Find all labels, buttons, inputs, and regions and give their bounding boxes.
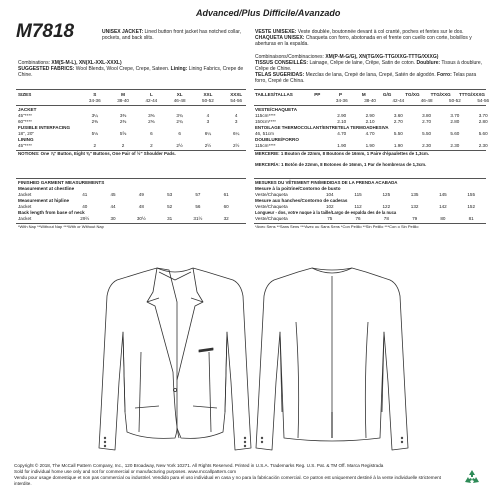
measure-cell: 42-44	[145, 98, 158, 103]
yardage-cell: 6¼	[232, 131, 240, 136]
yardage-cell: 3.70	[450, 113, 460, 118]
fabrics-label: SUGGESTED FABRICS:	[18, 66, 75, 72]
finished-cell: 102	[325, 204, 334, 209]
finished-cell: 45	[110, 192, 116, 197]
finished-row	[18, 204, 240, 210]
yardage-cell: 3.60	[393, 113, 403, 118]
finished-cell: 60	[223, 204, 229, 209]
combinations-label: Combinations:	[18, 60, 50, 66]
yardage-row	[255, 143, 497, 149]
description-text: Veste doublée, boutonnée devant à col cranté, poches et fentes sur le dos.	[297, 29, 464, 35]
row-label: 115cm****	[255, 143, 276, 148]
row-label: 45"****	[18, 143, 32, 148]
finished-row	[18, 216, 240, 222]
measure-row	[255, 98, 497, 104]
finished-cell: 142	[439, 204, 447, 209]
pattern-level-title: Advanced/Plus Difficile/Avanzado	[196, 8, 341, 18]
yardage-cell: 2½	[176, 143, 183, 148]
measure-cell: 42-44	[392, 98, 405, 103]
finished-cell: 81	[468, 216, 474, 221]
finished-cell: 29½	[80, 216, 90, 221]
fabrics-label: TELAS SUGERIDAS:	[255, 72, 305, 78]
yardage-row	[18, 113, 250, 119]
size-header: TAILLES/TALLAS	[255, 92, 293, 97]
finished-cell: 78	[383, 216, 389, 221]
yardage-cell: 2	[150, 143, 153, 148]
copyright-footer	[14, 463, 454, 487]
yardage-cell: 2½	[232, 143, 240, 148]
finished-cell: 30½	[136, 216, 146, 221]
finished-row	[255, 204, 485, 210]
size-cell: M	[121, 92, 125, 97]
measure-cell: 34-36	[335, 98, 348, 103]
finished-row	[255, 192, 485, 198]
combinations-value: XM(S-M-L), XN(XL-XXL-XXXL)	[51, 60, 122, 66]
finished-title: MESURES DU VÊTEMENT FINI/MEDIDAS DE LA PRENDA ACABADA	[255, 180, 398, 185]
combinations-french	[255, 54, 487, 84]
finished-title: FINISHED GARMENT MEASUREMENTS	[18, 180, 105, 185]
yardage-cell: 4	[234, 113, 238, 118]
yardage-cell: 3.70	[478, 113, 488, 118]
yardage-row	[18, 143, 250, 149]
yardage-row	[255, 131, 497, 137]
measure-cell: 34-36	[88, 98, 101, 103]
yardage-cell: 2.10	[337, 119, 347, 124]
row-label: 45"****	[18, 113, 32, 118]
finished-cell: 125	[382, 192, 391, 197]
section-label: VESTE/CHAQUETA	[255, 107, 298, 112]
row-label: Jacket	[18, 204, 32, 209]
recycle-icon	[462, 468, 482, 488]
section-label: FUSIBLE INTERFACING	[18, 125, 71, 130]
nap-footnote: *Avec Sens **Sans Sens ***Avec ou Sans Sens *Con Pelillo **Sin Pelillo ***Con o Sin Pelillo	[255, 224, 419, 229]
finished-cell: 152	[467, 204, 476, 209]
lining-label: Doublure:	[416, 60, 441, 66]
yardage-cell: 6	[150, 131, 153, 136]
size-cell: G/G	[382, 92, 392, 97]
yardage-cell: 6	[178, 131, 181, 136]
jacket-back-drawing	[252, 262, 412, 458]
yardage-cell: 1.90	[337, 143, 347, 148]
section-label: DOUBLURE/FORRO	[255, 137, 299, 142]
yardage-cell: 2	[93, 143, 97, 148]
row-label: 46, 51cm	[255, 131, 274, 136]
fabrics-text: Wool Blends, Wool Crepe, Crepe, Sateen.	[75, 66, 170, 72]
yardage-row	[18, 119, 250, 125]
lining-text: Lining Fabrics, Crepe de Chine.	[18, 66, 244, 78]
yardage-cell: 2	[121, 143, 125, 148]
finished-cell: 155	[467, 192, 476, 197]
yardage-cell: 5⅝	[119, 131, 127, 136]
size-header-row	[18, 92, 250, 98]
finished-cell: 80	[440, 216, 446, 221]
row-label: 150cm****	[255, 119, 276, 124]
lining-label: Lining:	[170, 66, 188, 72]
yardage-cell: 3	[206, 119, 210, 124]
description-label: CHAQUETA UNISEX:	[255, 35, 305, 41]
description-label: UNISEX JACKET:	[102, 29, 144, 35]
yardage-cell: 2½	[204, 143, 212, 148]
yardage-cell: 5.50	[393, 131, 403, 136]
row-label: Veste/Chaqueta	[255, 192, 288, 197]
measure-section-label: Mesure aux hanches/Contorno de caderas	[255, 198, 348, 203]
row-label: Jacket	[18, 216, 32, 221]
usage-line-translated: Vendu pour usage domestique et non pas commercial ou industriel. Vendido para el uso individual en casa y no para la fabricación comercial. Ce patron est uniquement destiné à la vente individuelle strictement interdite.	[14, 475, 441, 486]
combinations-english	[18, 60, 246, 78]
finished-cell: 41	[82, 192, 88, 197]
usage-line: Sold for individual home use only and not for commercial or manufacturing purposes. www.mccallpattern.com	[14, 469, 237, 474]
yardage-cell: 5.50	[422, 131, 432, 136]
fabrics-label: TISSUS CONSEILLÉS:	[255, 60, 309, 66]
size-cell: XXXL	[230, 92, 243, 97]
row-label: 18", 20"	[18, 131, 35, 136]
finished-row	[255, 216, 485, 222]
fabrics-text: Lainage, Crêpe de laine, Crêpe, Satin de coton.	[309, 60, 416, 66]
yardage-cell: 3.80	[422, 113, 432, 118]
size-cell: TG/XG	[405, 92, 420, 97]
lining-text: Telas para forro, Crepé de China.	[255, 72, 477, 84]
yardage-row	[18, 131, 250, 137]
jacket-front-drawing	[95, 262, 255, 458]
measure-section-label: Longueur - dos, votre nuque à la taille/Largo de espalda des de la nuca	[255, 210, 397, 215]
yardage-cell: 2.90	[365, 113, 375, 118]
yardage-cell: 3⅜	[148, 113, 155, 118]
size-cell: XXL	[203, 92, 213, 97]
yardage-cell: 4.70	[365, 131, 375, 136]
size-cell: PP	[314, 92, 321, 97]
combinations-label: Combinaisons/Combinaciones:	[255, 54, 324, 60]
yardage-cell: 2¾	[176, 119, 183, 124]
size-cell: M	[361, 92, 366, 97]
size-cell: P	[339, 92, 343, 97]
yardage-cell: 2.80	[478, 119, 488, 124]
yardage-cell: 2.30	[422, 143, 432, 148]
yardage-cell: 2.70	[422, 119, 432, 124]
pattern-number: M7818	[16, 21, 75, 42]
finished-cell: 53	[167, 192, 173, 197]
measure-row	[18, 98, 250, 104]
finished-cell: 49	[138, 192, 144, 197]
size-cell: XL	[176, 92, 183, 97]
yardage-cell: 2⅜	[119, 119, 127, 124]
yardage-cell: 3¾	[176, 113, 183, 118]
yardage-cell: 2.80	[450, 119, 460, 124]
yardage-cell: 1.90	[393, 143, 403, 148]
finished-cell: 44	[110, 204, 116, 209]
size-cell: TTTG/XXXG	[458, 92, 485, 97]
yardage-cell: 2.30	[450, 143, 460, 148]
size-header-row	[255, 92, 488, 98]
lining-text: Tissus à doublure, Crêpe de Chine.	[255, 60, 483, 72]
yardage-cell: 2.30	[478, 143, 488, 148]
yardage-cell: 2.90	[337, 113, 347, 118]
finished-cell: 115	[354, 192, 362, 197]
description-french	[255, 29, 487, 47]
section-label: JACKET	[18, 107, 37, 112]
yardage-cell: 3¼	[91, 113, 98, 118]
finished-cell: 76	[355, 216, 361, 221]
finished-cell: 61	[223, 192, 229, 197]
finished-cell: 132	[410, 204, 419, 209]
size-header: SIZES	[18, 92, 32, 97]
measure-cell: 38-40	[117, 98, 129, 103]
finished-cell: 112	[354, 204, 362, 209]
finished-cell: 31	[167, 216, 173, 221]
finished-row	[18, 192, 240, 198]
section-label: LINING	[18, 137, 34, 142]
yardage-cell: 2.70	[393, 119, 403, 124]
finished-cell: 30	[110, 216, 116, 221]
measure-cell: 46-48	[173, 98, 186, 103]
section-label: ENTOILAGE THERMOCOLLANT/ENTRETELA TERMOADHESIVA	[255, 125, 389, 130]
finished-cell: 32	[223, 216, 229, 221]
yardage-cell: 2⅜	[91, 119, 98, 124]
finished-cell: 75	[327, 216, 333, 221]
fabrics-text: Mezclas de lana, Crepé de lana, Crepé, Satén de algodón.	[305, 72, 436, 78]
size-cell: TTG/XXG	[430, 92, 451, 97]
yardage-cell: 5.60	[450, 131, 460, 136]
finished-cell: 135	[410, 192, 419, 197]
yardage-cell: 4.70	[337, 131, 347, 136]
notions: NOTIONS: One ⅞" Button, Eight ⅝" Buttons, One Pair of ½" Shoulder Pads.	[18, 151, 176, 156]
description-text: Chaqueta con forro, abotonada en el frente con cuello con corte, bolsillos y aberturas en la espalda.	[255, 35, 472, 47]
row-label: Veste/Chaqueta	[255, 216, 288, 221]
description-english	[102, 29, 244, 41]
size-cell: L	[149, 92, 153, 97]
lining-label: Forro:	[437, 72, 452, 78]
description-label: VESTE UNISEXE:	[255, 29, 297, 35]
combinations-value: XM(P-M-G/G), XN(TG/XG-TTG/XXG-TTTG/XXXG)	[325, 54, 439, 60]
finished-cell: 40	[82, 204, 88, 209]
yardage-cell: 4	[206, 113, 210, 118]
finished-cell: 145	[439, 192, 447, 197]
yardage-cell: 2⅜	[148, 119, 155, 124]
measure-cell: 46-48	[420, 98, 433, 103]
yardage-cell: 3⅜	[119, 113, 127, 118]
measure-section-label: Back length from base of neck	[18, 210, 85, 215]
finished-cell: 57	[195, 192, 201, 197]
row-label: 60"****	[18, 119, 32, 124]
finished-cell: 104	[325, 192, 334, 197]
measure-section-label: Mesure à la poitrine/Contorno de busto	[255, 186, 341, 191]
yardage-cell: 5.60	[478, 131, 488, 136]
nap-footnote: *With Nap **Without Nap ***With or Without Nap	[18, 224, 104, 229]
finished-cell: 52	[167, 204, 173, 209]
notions-spanish: MERCERÍA: 1 Botón de 22mm, 8 Botones de 16mm, 1 Par de hombreras de 1,3cm.	[255, 162, 427, 167]
yardage-cell: 3	[234, 119, 238, 124]
yardage-cell: 1.90	[365, 143, 375, 148]
measure-cell: 54-56	[477, 98, 490, 103]
size-cell: S	[93, 92, 97, 97]
finished-cell: 31½	[193, 216, 203, 221]
measure-cell: 50-52	[202, 98, 214, 103]
notions-french: MERCERIE: 1 Bouton de 22mm, 8 Boutons de 16mm, 1 Paire d'épaulettes de 1,3cm.	[255, 151, 430, 156]
row-label: Jacket	[18, 192, 32, 197]
measure-cell: 54-56	[230, 98, 243, 103]
description-text: Lined button front jacket has notched collar, pockets, and back slits.	[102, 29, 241, 41]
measure-section-label: Measurement at chestline	[18, 186, 75, 191]
measure-cell: 38-40	[364, 98, 376, 103]
finished-cell: 48	[138, 204, 144, 209]
yardage-cell: 5⅛	[91, 131, 98, 136]
yardage-row	[255, 113, 497, 119]
yardage-cell: 6¼	[204, 131, 212, 136]
yardage-cell: 2.10	[365, 119, 375, 124]
row-label: Veste/Chaqueta	[255, 204, 288, 209]
row-label: 115cm****	[255, 113, 276, 118]
finished-cell: 56	[195, 204, 201, 209]
finished-cell: 122	[382, 204, 391, 209]
finished-cell: 79	[412, 216, 418, 221]
measure-section-label: Measurement at hipline	[18, 198, 70, 203]
measure-cell: 50-52	[449, 98, 461, 103]
yardage-row	[255, 119, 497, 125]
copyright-line: Copyright © 2018, The McCall Pattern Company, Inc., 120 Broadway, New York 10271. All Rights Reserved. Printed in U.S.A. Trademarks Reg. U.S. Pat. & TM Off. Marca Registrada	[14, 463, 384, 468]
